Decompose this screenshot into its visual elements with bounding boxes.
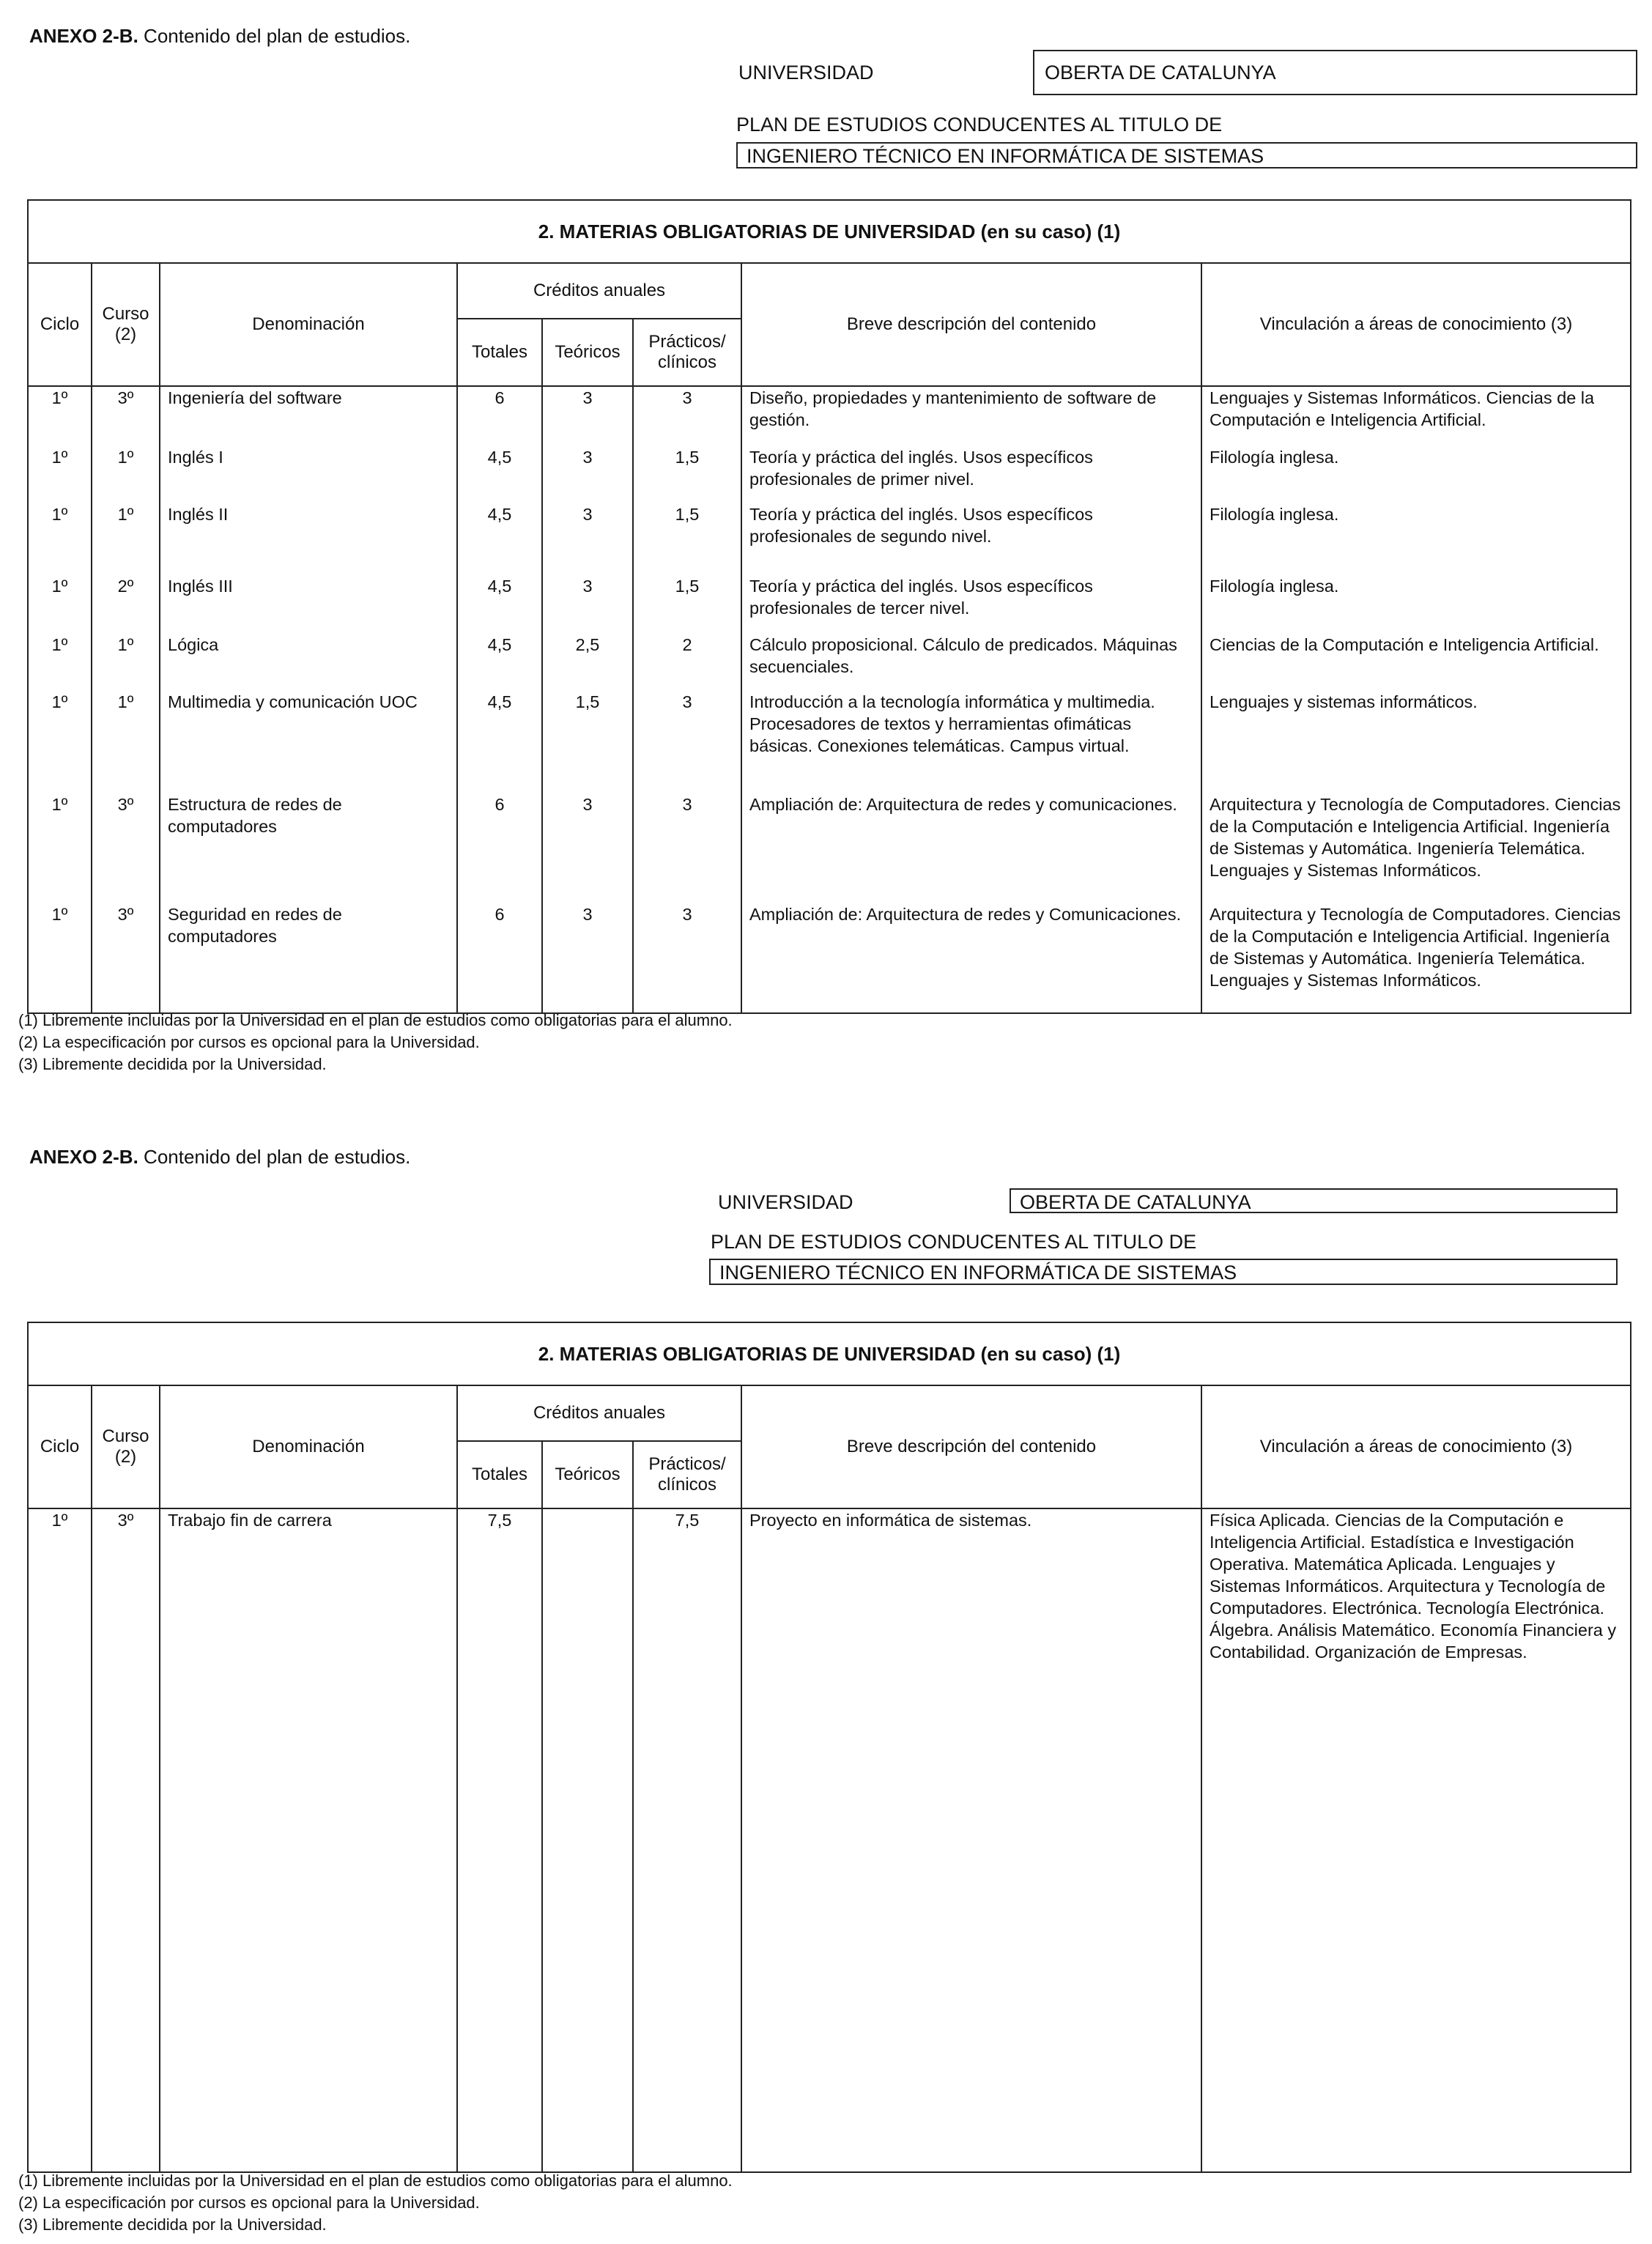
section-title: 2. MATERIAS OBLIGATORIAS DE UNIVERSIDAD (en su caso) (1)	[28, 200, 1631, 263]
cell-curso: 2º	[92, 575, 160, 634]
cell-curso: 3º	[92, 793, 160, 903]
cell-curso: 1º	[92, 503, 160, 575]
cell-descripcion: Cálculo proposicional. Cálculo de predicados. Máquinas secuenciales.	[741, 634, 1201, 691]
cell-teoricos: 3	[542, 446, 633, 503]
cell-ciclo: 1º	[28, 691, 92, 793]
cell-descripcion: Teoría y práctica del inglés. Usos específicos profesionales de tercer nivel.	[741, 575, 1201, 634]
cell-curso: 1º	[92, 691, 160, 793]
cell-vinculacion: Lenguajes y Sistemas Informáticos. Ciencias de la Computación e Inteligencia Artificial.	[1201, 386, 1631, 446]
header-practicos: Prácticos/ clínicos	[633, 319, 741, 386]
table-row	[28, 1508, 1631, 2172]
footnote: (1) Libremente incluidas por la Universidad en el plan de estudios como obligatorias para el alumno.	[18, 1011, 733, 1029]
cell-curso: 1º	[92, 446, 160, 503]
footnote: (2) La especificación por cursos es opcional para la Universidad.	[18, 1033, 480, 1051]
cell-vinculacion: Arquitectura y Tecnología de Computadores. Ciencias de la Computación e Inteligencia Artificial. Ingeniería de Sistemas y Automática. Ingeniería Telemática. Lenguajes y Sistemas Informáticos.	[1201, 903, 1631, 1013]
cell-denominacion: Trabajo fin de carrera	[160, 1508, 457, 2172]
document-page-1	[0, 0, 1652, 1099]
cell-descripcion: Teoría y práctica del inglés. Usos específicos profesionales de segundo nivel.	[741, 503, 1201, 575]
cell-totales: 7,5	[457, 1508, 542, 2172]
cell-vinculacion: Filología inglesa.	[1201, 575, 1631, 634]
cell-vinculacion: Arquitectura y Tecnología de Computadores. Ciencias de la Computación e Inteligencia Artificial. Ingeniería de Sistemas y Automática. Ingeniería Telemática. Lenguajes y Sistemas Informáticos.	[1201, 793, 1631, 903]
cell-teoricos: 2,5	[542, 634, 633, 691]
cell-teoricos: 1,5	[542, 691, 633, 793]
cell-descripcion: Ampliación de: Arquitectura de redes y Comunicaciones.	[741, 903, 1201, 1013]
cell-ciclo: 1º	[28, 386, 92, 446]
document-page-2	[0, 1121, 1652, 2244]
cell-denominacion: Inglés III	[160, 575, 457, 634]
titulo-value-box: INGENIERO TÉCNICO EN INFORMÁTICA DE SISTEMAS	[736, 142, 1637, 169]
header-teoricos: Teóricos	[542, 319, 633, 386]
cell-totales: 4,5	[457, 446, 542, 503]
table-row	[28, 634, 1631, 691]
table-row	[28, 903, 1631, 1013]
footnote: (2) La especificación por cursos es opcional para la Universidad.	[18, 2193, 480, 2212]
annex-heading: ANEXO 2-B. Contenido del plan de estudios.	[29, 25, 411, 47]
cell-practicos: 3	[633, 386, 741, 446]
cell-teoricos	[542, 1508, 633, 2172]
cell-practicos: 7,5	[633, 1508, 741, 2172]
header-denominacion: Denominación	[160, 1385, 457, 1508]
table-row	[28, 575, 1631, 634]
cell-teoricos: 3	[542, 793, 633, 903]
universidad-label: UNIVERSIDAD	[718, 1191, 853, 1213]
cell-totales: 4,5	[457, 634, 542, 691]
footnote: (1) Libremente incluidas por la Universidad en el plan de estudios como obligatorias para el alumno.	[18, 2171, 733, 2190]
header-ciclo: Ciclo	[28, 263, 92, 386]
cell-curso: 3º	[92, 386, 160, 446]
cell-practicos: 1,5	[633, 446, 741, 503]
cell-denominacion: Estructura de redes de computadores	[160, 793, 457, 903]
header-curso: Curso (2)	[92, 1385, 160, 1508]
cell-teoricos: 3	[542, 386, 633, 446]
cell-vinculacion: Filología inglesa.	[1201, 503, 1631, 575]
annex-heading: ANEXO 2-B. Contenido del plan de estudios.	[29, 1146, 411, 1168]
universidad-label: UNIVERSIDAD	[738, 62, 874, 84]
universidad-value-box: OBERTA DE CATALUNYA	[1033, 50, 1637, 95]
cell-curso: 3º	[92, 903, 160, 1013]
header-totales: Totales	[457, 319, 542, 386]
cell-ciclo: 1º	[28, 634, 92, 691]
cell-descripcion: Ampliación de: Arquitectura de redes y comunicaciones.	[741, 793, 1201, 903]
cell-descripcion: Introducción a la tecnología informática y multimedia. Procesadores de textos y herramientas ofimáticas básicas. Conexiones telemáticas. Campus virtual.	[741, 691, 1201, 793]
cell-descripcion: Diseño, propiedades y mantenimiento de software de gestión.	[741, 386, 1201, 446]
table-row	[28, 503, 1631, 575]
cell-teoricos: 3	[542, 903, 633, 1013]
cell-curso: 3º	[92, 1508, 160, 2172]
footnote: (3) Libremente decidida por la Universidad.	[18, 1055, 327, 1073]
cell-practicos: 3	[633, 903, 741, 1013]
header-denominacion: Denominación	[160, 263, 457, 386]
cell-descripcion: Proyecto en informática de sistemas.	[741, 1508, 1201, 2172]
cell-totales: 4,5	[457, 575, 542, 634]
cell-totales: 4,5	[457, 691, 542, 793]
materias-table	[27, 199, 1631, 1014]
cell-denominacion: Inglés I	[160, 446, 457, 503]
header-totales: Totales	[457, 1441, 542, 1508]
cell-ciclo: 1º	[28, 503, 92, 575]
header-practicos: Prácticos/ clínicos	[633, 1441, 741, 1508]
cell-practicos: 3	[633, 793, 741, 903]
materias-table	[27, 1322, 1631, 2173]
cell-practicos: 2	[633, 634, 741, 691]
cell-ciclo: 1º	[28, 446, 92, 503]
header-descripcion: Breve descripción del contenido	[741, 263, 1201, 386]
table-row	[28, 446, 1631, 503]
cell-denominacion: Seguridad en redes de computadores	[160, 903, 457, 1013]
universidad-value-box: OBERTA DE CATALUNYA	[1010, 1188, 1618, 1213]
cell-denominacion: Inglés II	[160, 503, 457, 575]
section-title: 2. MATERIAS OBLIGATORIAS DE UNIVERSIDAD (en su caso) (1)	[28, 1322, 1631, 1385]
cell-ciclo: 1º	[28, 903, 92, 1013]
header-vinculacion: Vinculación a áreas de conocimiento (3)	[1201, 263, 1631, 386]
table-row	[28, 691, 1631, 793]
header-ciclo: Ciclo	[28, 1385, 92, 1508]
cell-ciclo: 1º	[28, 575, 92, 634]
footnote: (3) Libremente decidida por la Universidad.	[18, 2215, 327, 2234]
cell-practicos: 1,5	[633, 503, 741, 575]
cell-denominacion: Multimedia y comunicación UOC	[160, 691, 457, 793]
header-descripcion: Breve descripción del contenido	[741, 1385, 1201, 1508]
cell-teoricos: 3	[542, 503, 633, 575]
cell-ciclo: 1º	[28, 793, 92, 903]
titulo-value-box: INGENIERO TÉCNICO EN INFORMÁTICA DE SISTEMAS	[709, 1259, 1618, 1285]
cell-teoricos: 3	[542, 575, 633, 634]
header-teoricos: Teóricos	[542, 1441, 633, 1508]
table-row	[28, 386, 1631, 446]
table-row	[28, 793, 1631, 903]
header-creditos: Créditos anuales	[457, 1385, 741, 1441]
cell-denominacion: Lógica	[160, 634, 457, 691]
header-creditos: Créditos anuales	[457, 263, 741, 319]
cell-totales: 6	[457, 793, 542, 903]
plan-label: PLAN DE ESTUDIOS CONDUCENTES AL TITULO DE	[711, 1231, 1197, 1253]
cell-practicos: 3	[633, 691, 741, 793]
cell-vinculacion: Lenguajes y sistemas informáticos.	[1201, 691, 1631, 793]
cell-totales: 6	[457, 386, 542, 446]
cell-curso: 1º	[92, 634, 160, 691]
cell-practicos: 1,5	[633, 575, 741, 634]
cell-totales: 6	[457, 903, 542, 1013]
cell-descripcion: Teoría y práctica del inglés. Usos específicos profesionales de primer nivel.	[741, 446, 1201, 503]
plan-label: PLAN DE ESTUDIOS CONDUCENTES AL TITULO DE	[736, 114, 1223, 136]
cell-denominacion: Ingeniería del software	[160, 386, 457, 446]
cell-vinculacion: Filología inglesa.	[1201, 446, 1631, 503]
header-vinculacion: Vinculación a áreas de conocimiento (3)	[1201, 1385, 1631, 1508]
cell-vinculacion: Ciencias de la Computación e Inteligencia Artificial.	[1201, 634, 1631, 691]
cell-totales: 4,5	[457, 503, 542, 575]
cell-vinculacion: Física Aplicada. Ciencias de la Computación e Inteligencia Artificial. Estadística e Investigación Operativa. Matemática Aplicada. Lenguajes y Sistemas Informáticos. Arquitectura y Tecnología de Computadores. Electrónica. Tecnología Electrónica. Álgebra. Análisis Matemático. Economía Financiera y Contabilidad. Organización de Empresas.	[1201, 1508, 1631, 2172]
footnotes	[18, 1010, 733, 1075]
footnotes	[18, 2170, 733, 2236]
cell-ciclo: 1º	[28, 1508, 92, 2172]
header-curso: Curso (2)	[92, 263, 160, 386]
